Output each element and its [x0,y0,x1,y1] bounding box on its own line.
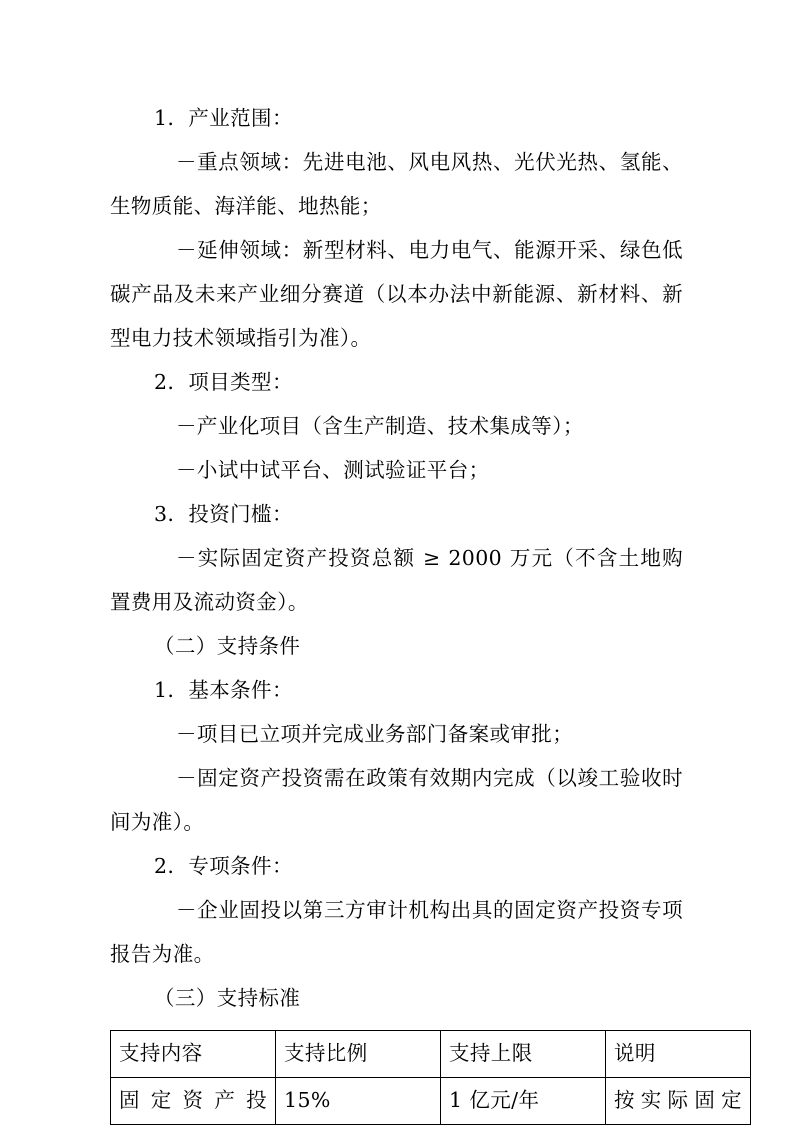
table-cell-content: 固定资产投 [111,1078,276,1125]
paragraph-investment-threshold-detail: －实际固定资产投资总额 ≥ 2000 万元（不含土地购置费用及流动资金）。 [110,546,683,614]
table-cell-ratio: 15% [276,1078,441,1125]
paragraph-investment-threshold-heading: 3．投资门槛： [154,502,293,526]
support-standard-table [110,1030,751,1125]
paragraph-basic-condition-completion: －固定资产投资需在政策有效期内完成（以竣工验收时间为准）。 [110,766,683,834]
paragraph-project-type-heading: 2．项目类型： [154,370,293,394]
paragraph-industry-scope-heading: 1．产业范围： [154,106,293,130]
table-cell-cap: 1 亿元/年 [441,1078,606,1125]
table-header-row [111,1031,751,1078]
table-header-cell-note: 说明 [606,1031,751,1078]
support-standard-table-wrapper [110,1030,742,1125]
paragraph-special-conditions-heading: 2．专项条件： [154,854,293,878]
paragraph-industrialization-project: －产业化项目（含生产制造、技术集成等）； [176,414,584,438]
paragraph-key-fields: －重点领域：先进电池、风电风热、光伏光热、氢能、生物质能、海洋能、地热能； [110,150,683,218]
paragraph-section-three-heading: （三）支持标准 [154,986,301,1010]
table-header-cell-ratio: 支持比例 [276,1031,441,1078]
paragraph-basic-conditions-heading: 1．基本条件： [154,678,293,702]
table-header-cell-content: 支持内容 [111,1031,276,1078]
paragraph-section-two-heading: （二）支持条件 [154,634,301,658]
paragraph-pilot-platform: －小试中试平台、测试验证平台； [176,458,490,482]
document-body [110,96,742,1125]
paragraph-basic-condition-filing: －项目已立项并完成业务部门备案或审批； [176,722,574,746]
table-cell-note: 按实际固定 [606,1078,751,1125]
table-header-cell-cap: 支持上限 [441,1031,606,1078]
paragraph-special-condition-audit: －企业固投以第三方审计机构出具的固定资产投资专项报告为准。 [110,898,683,966]
table-row [111,1078,751,1125]
paragraph-extended-fields: －延伸领域：新型材料、电力电气、能源开采、绿色低碳产品及未来产业细分赛道（以本办法中新能源、新材料、新型电力技术领域指引为准）。 [110,238,683,350]
